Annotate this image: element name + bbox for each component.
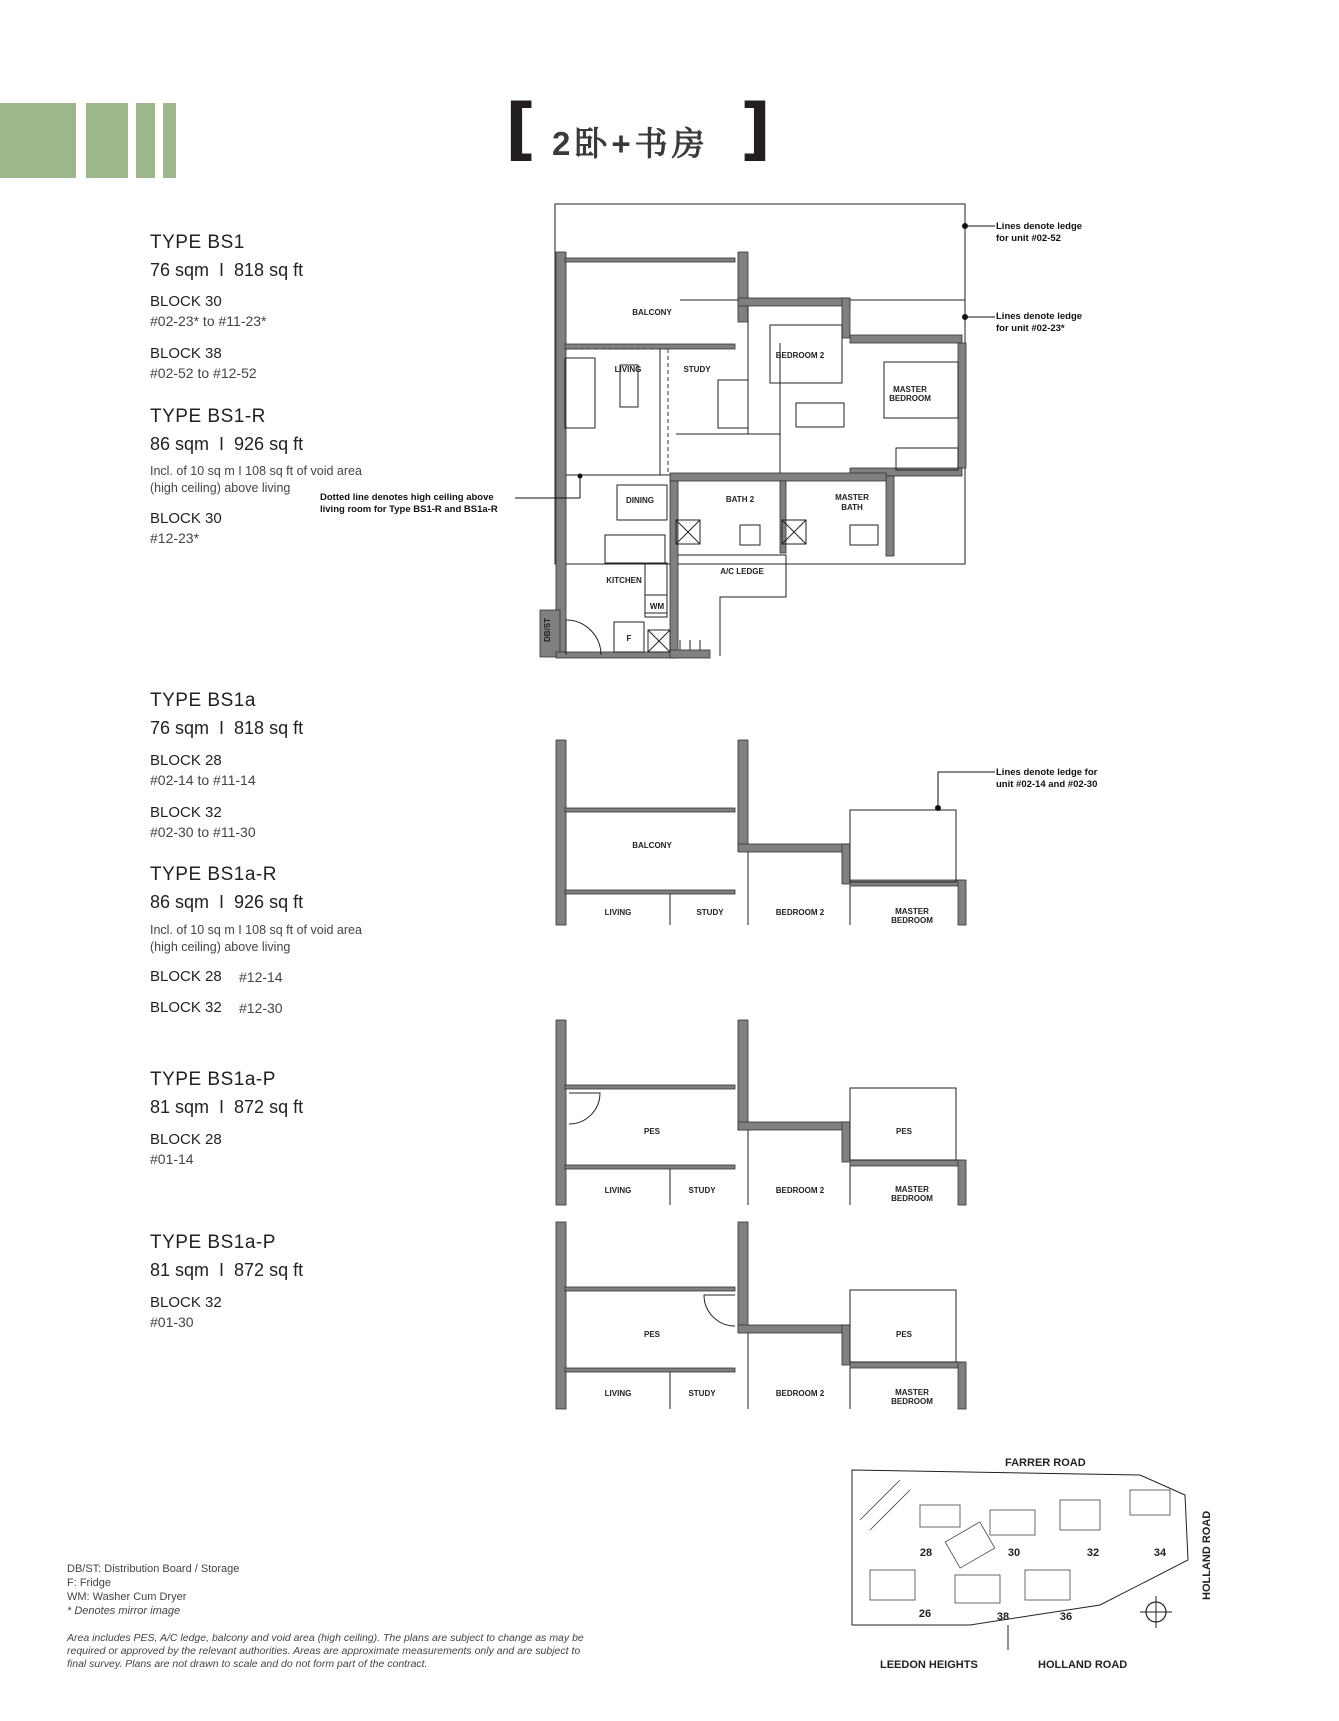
high-ceiling-annotation: Dotted line denotes high ceiling above xyxy=(320,492,494,503)
block-units: #02-30 to #11-30 xyxy=(150,824,256,840)
room-label: BATH xyxy=(841,503,863,512)
legend xyxy=(67,1562,239,1618)
room-label: MASTER xyxy=(893,385,927,394)
unit-size: 81 sqm I 872 sq ft xyxy=(150,1260,304,1280)
block-units: #02-14 to #11-14 xyxy=(150,772,256,788)
unit-type-title: TYPE BS1a xyxy=(150,690,256,711)
block-number: 30 xyxy=(1007,1547,1021,1559)
room-label: BEDROOM 2 xyxy=(775,1186,825,1195)
room-label: DB/ST xyxy=(543,618,552,642)
room-label: BALCONY xyxy=(632,308,672,317)
block-name: BLOCK 30 xyxy=(150,510,222,527)
legend-item: WM: Washer Cum Dryer xyxy=(67,1591,187,1603)
block-name: BLOCK 28 xyxy=(150,1131,222,1148)
unit-size: 76 sqm I 818 sq ft xyxy=(150,260,304,280)
void-area-note: Incl. of 10 sq m I 108 sq ft of void area xyxy=(150,923,362,937)
block-name: BLOCK 32 xyxy=(150,804,222,821)
block-number: 32 xyxy=(1086,1547,1100,1559)
page-title: 2卧+书房 xyxy=(552,125,709,162)
disclaimer-line: final survey. Plans are not drawn to scale and do not form part of the contract. xyxy=(67,1658,428,1670)
room-label: BEDROOM xyxy=(891,1194,933,1203)
block-units: #12-30 xyxy=(239,1000,283,1016)
room-label: PES xyxy=(895,1330,913,1339)
title-bracket-right: ] xyxy=(740,90,772,169)
block-units: #01-30 xyxy=(150,1314,194,1330)
block-name: BLOCK 28 xyxy=(150,968,222,985)
room-label: STUDY xyxy=(696,908,724,917)
room-label: DINING xyxy=(626,496,654,505)
room-label: MASTER xyxy=(895,907,929,916)
room-label: F xyxy=(626,634,632,643)
unit-size: 81 sqm I 872 sq ft xyxy=(150,1097,304,1117)
room-label: STUDY xyxy=(688,1186,716,1195)
block-name: BLOCK 32 xyxy=(150,999,222,1016)
block-name: BLOCK 28 xyxy=(150,752,222,769)
room-label: LIVING xyxy=(604,1389,632,1398)
room-label: PES xyxy=(895,1127,913,1136)
unit-type-title: TYPE BS1a-R xyxy=(150,864,277,885)
floor-plan-bs1a xyxy=(0,730,1339,930)
room-label: PES xyxy=(643,1127,661,1136)
block-number: 36 xyxy=(1059,1611,1073,1623)
room-label: A/C LEDGE xyxy=(720,567,764,576)
room-label: STUDY xyxy=(683,365,711,374)
floor-plan-bs1a-p-28 xyxy=(0,1015,1339,1210)
legend-item: * Denotes mirror image xyxy=(67,1605,181,1617)
ledge-annotation: for unit #02-23* xyxy=(996,323,1065,334)
room-label: BEDROOM 2 xyxy=(775,351,825,360)
block-name: BLOCK 38 xyxy=(150,345,222,362)
floor-plan-bs1 xyxy=(0,0,1339,680)
unit-size: 86 sqm I 926 sq ft xyxy=(150,434,304,454)
unit-size: 76 sqm I 818 sq ft xyxy=(150,718,304,738)
room-label: PES xyxy=(643,1330,661,1339)
disclaimer-line: required or approved by the relevant authorities. Areas are approximate measurements only and are subject to xyxy=(67,1645,581,1657)
ledge-annotation: unit #02-14 and #02-30 xyxy=(996,779,1098,790)
block-number: 38 xyxy=(996,1611,1010,1623)
disclaimer-line: Area includes PES, A/C ledge, balcony and void area (high ceiling). The plans are subject to change as may be xyxy=(67,1632,584,1644)
room-label: MASTER xyxy=(895,1388,929,1397)
room-label: MASTER xyxy=(895,1185,929,1194)
room-label: BEDROOM 2 xyxy=(775,1389,825,1398)
room-label: BEDROOM xyxy=(889,394,931,403)
road-label: HOLLAND ROAD xyxy=(1201,1510,1213,1600)
room-label: KITCHEN xyxy=(606,576,642,585)
block-number: 34 xyxy=(1153,1547,1167,1559)
room-label: LIVING xyxy=(604,1186,632,1195)
room-label: LIVING xyxy=(604,908,632,917)
void-area-note: (high ceiling) above living xyxy=(150,481,291,495)
road-label: HOLLAND ROAD xyxy=(1038,1659,1128,1671)
legend-item: DB/ST: Distribution Board / Storage xyxy=(67,1563,240,1575)
block-units: #02-23* to #11-23* xyxy=(150,313,267,329)
unit-type-title: TYPE BS1 xyxy=(150,232,245,253)
legend-item: F: Fridge xyxy=(67,1577,112,1589)
block-number: 26 xyxy=(918,1608,932,1620)
room-label: MASTER xyxy=(835,493,869,502)
block-units: #12-14 xyxy=(239,969,283,985)
block-number: 28 xyxy=(919,1547,933,1559)
high-ceiling-annotation: living room for Type BS1-R and BS1a-R xyxy=(320,504,498,515)
unit-type-title: TYPE BS1-R xyxy=(150,406,266,427)
room-label: LIVING xyxy=(614,365,642,374)
title-bracket-left: [ xyxy=(505,90,537,169)
road-label: LEEDON HEIGHTS xyxy=(880,1659,978,1671)
block-name: BLOCK 32 xyxy=(150,1294,222,1311)
unit-type-title: TYPE BS1a-P xyxy=(150,1069,276,1090)
room-label: BEDROOM xyxy=(891,916,933,925)
ledge-annotation: Lines denote ledge for xyxy=(996,767,1098,778)
ledge-annotation: Lines denote ledge xyxy=(996,221,1083,232)
block-name: BLOCK 30 xyxy=(150,293,222,310)
unit-size: 86 sqm I 926 sq ft xyxy=(150,892,304,912)
disclaimer xyxy=(67,1632,607,1671)
block-units: #02-52 to #12-52 xyxy=(150,365,257,381)
ledge-annotation: Lines denote ledge xyxy=(996,311,1083,322)
block-units: #01-14 xyxy=(150,1151,194,1167)
void-area-note: (high ceiling) above living xyxy=(150,940,291,954)
room-label: BATH 2 xyxy=(725,495,755,504)
room-label: WM xyxy=(649,602,665,611)
void-area-note: Incl. of 10 sq m I 108 sq ft of void area xyxy=(150,464,362,478)
block-units: #12-23* xyxy=(150,530,200,546)
room-label: STUDY xyxy=(688,1389,716,1398)
room-label: BEDROOM xyxy=(891,1397,933,1406)
road-label: FARRER ROAD xyxy=(1005,1457,1086,1469)
room-label: BALCONY xyxy=(632,841,672,850)
floor-plan-bs1a-p-32 xyxy=(0,1218,1339,1413)
unit-type-title: TYPE BS1a-P xyxy=(150,1232,276,1253)
ledge-annotation: for unit #02-52 xyxy=(996,233,1061,244)
room-label: BEDROOM 2 xyxy=(775,908,825,917)
